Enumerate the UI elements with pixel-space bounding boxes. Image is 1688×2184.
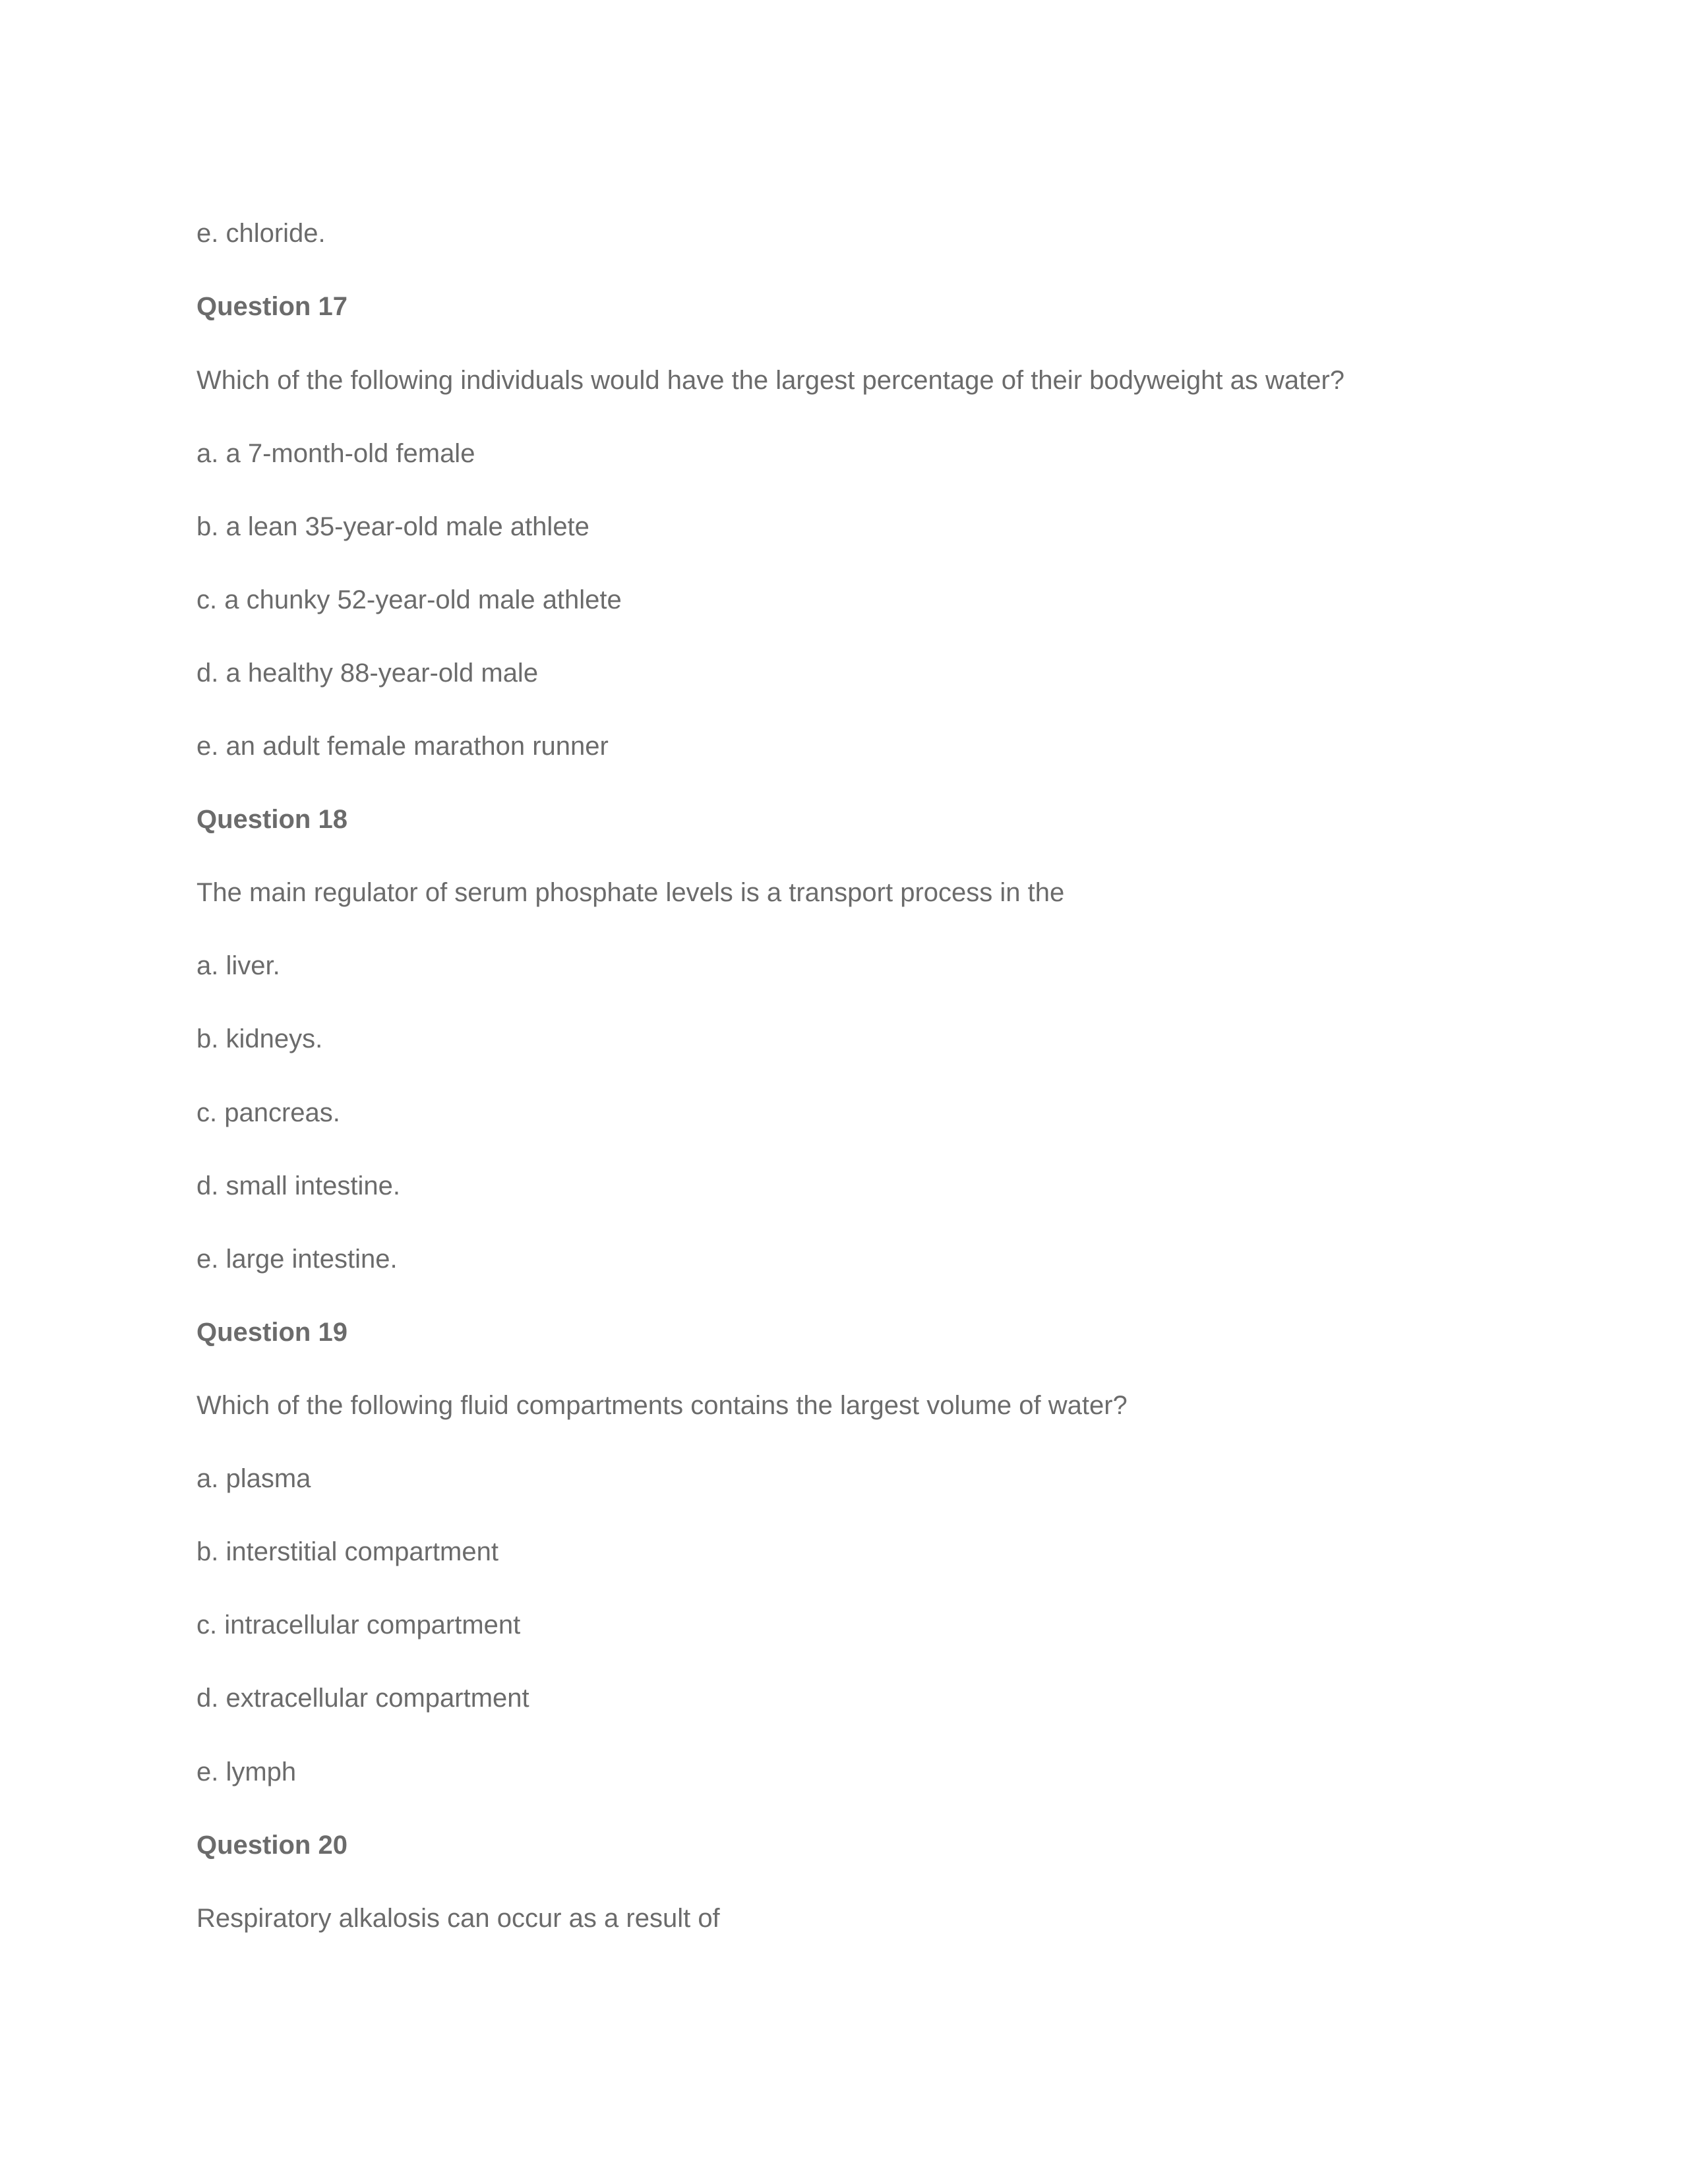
q16-option-e: e. chloride.	[196, 219, 326, 248]
question-19-heading: Question 19	[196, 1318, 347, 1347]
q19-option-e: e. lymph	[196, 1757, 297, 1786]
q19-option-d: d. extracellular compartment	[196, 1684, 529, 1713]
q18-option-c: c. pancreas.	[196, 1098, 340, 1127]
q17-option-c: c. a chunky 52-year-old male athlete	[196, 585, 622, 614]
q17-option-d: d. a healthy 88-year-old male	[196, 659, 539, 688]
question-17-text: Which of the following individuals would have the largest percentage of their bodyweight as water?	[196, 366, 1345, 395]
question-18-heading: Question 18	[196, 805, 347, 834]
q17-option-a: a. a 7-month-old female	[196, 439, 475, 468]
q19-option-a: a. plasma	[196, 1464, 311, 1493]
question-17-heading: Question 17	[196, 292, 347, 321]
q17-option-e: e. an adult female marathon runner	[196, 732, 609, 761]
question-19-text: Which of the following fluid compartments contains the largest volume of water?	[196, 1391, 1128, 1420]
q18-option-e: e. large intestine.	[196, 1245, 398, 1274]
q18-option-b: b. kidneys.	[196, 1024, 323, 1053]
question-20-text: Respiratory alkalosis can occur as a result of	[196, 1904, 720, 1933]
q18-option-a: a. liver.	[196, 951, 280, 980]
question-18-text: The main regulator of serum phosphate levels is a transport process in the	[196, 878, 1065, 907]
q19-option-b: b. interstitial compartment	[196, 1537, 498, 1566]
q19-option-c: c. intracellular compartment	[196, 1610, 521, 1639]
question-20-heading: Question 20	[196, 1831, 347, 1860]
q17-option-b: b. a lean 35-year-old male athlete	[196, 512, 589, 541]
q18-option-d: d. small intestine.	[196, 1171, 401, 1200]
